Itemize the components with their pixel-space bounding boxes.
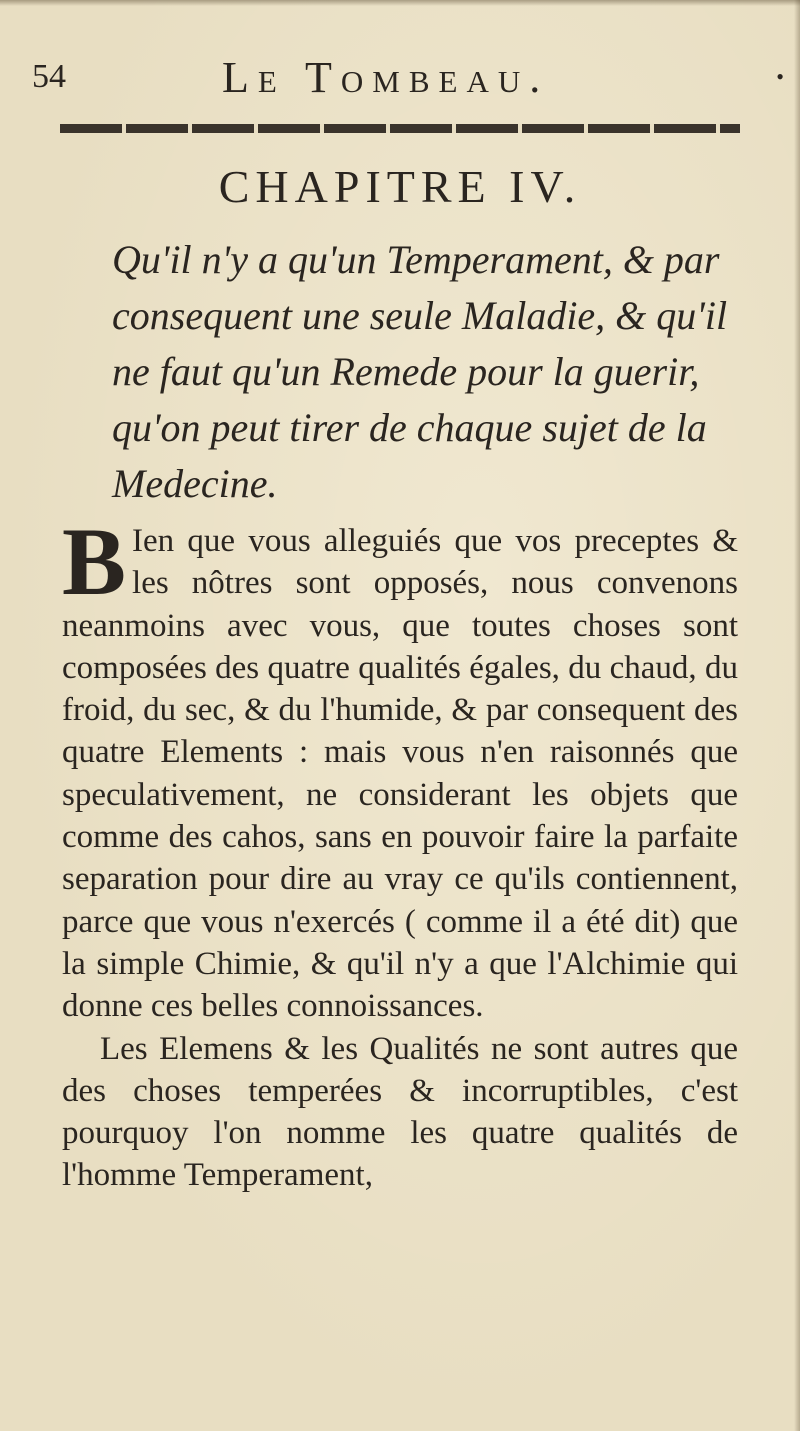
running-head [32,52,792,102]
ornamental-rule [60,124,740,133]
chapter-title: CHAPITRE IV. [218,161,582,212]
page-right-edge [794,0,800,1431]
corner-mark: • [776,64,784,89]
running-title: Le Tombeau. [222,53,550,102]
paragraph-1 [62,508,738,1028]
drop-cap: B [62,508,127,615]
page-number: 54 [32,58,66,95]
paragraph-2: Les Elemens & les Qualités ne sont autres que des choses temperées & incorruptibles, c'est pourquoy l'on nomme les quatre qualités de l'homme Temperament, [62,1030,738,1194]
body-text [62,508,738,1197]
chapter-summary: Qu'il n'y a qu'un Temperament, & par consequent une seule Maladie, & qu'il ne faut qu'un Remede pour la guerir, qu'on peut tirer de chaque sujet de la Medecine. [112,237,728,506]
page-top-edge [0,0,800,6]
paragraph-1-text: Ien que vous alleguiés que vos preceptes & les nôtres sont opposés, nous convenons neanmoins avec vous, que toutes choses sont composées des quatre qualités égales, du chaud, du froid, du sec, & du l'humide, & par consequent des quatre Elements : mais vous n'en raisonnés que speculativement, ne considerant les objets que comme des cahos, sans en pouvoir faire la parfaite separation pour dire au vray ce qu'ils contiennent, parce que vous n'exercés ( comme il a été dit) que la simple Chimie, & qu'il n'y a que l'Alchimie qui donne ces belles connoissances. [62,523,738,1025]
